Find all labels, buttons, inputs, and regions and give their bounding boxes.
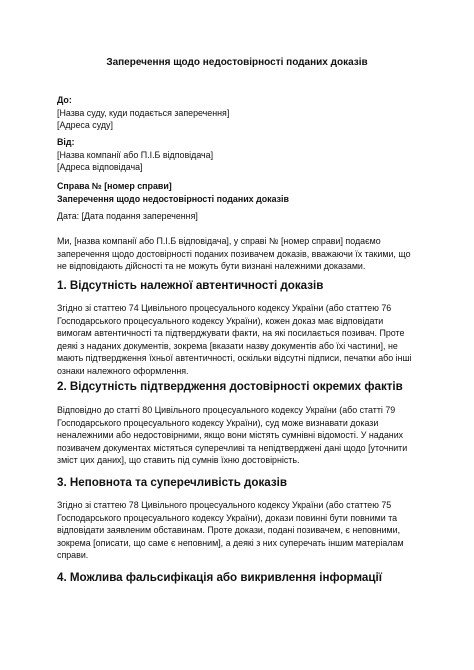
date-line <box>57 210 419 223</box>
court-name: [Назва суду, куди подається заперечення] <box>57 107 230 118</box>
sender-block <box>57 136 419 174</box>
date-text: Дата: [Дата подання заперечення] <box>57 211 198 221</box>
recipient-block <box>57 94 419 132</box>
intro-paragraph: Ми, [назва компанії або П.І.Б відповідача], у справі № [номер справи] подаємо заперечення щодо достовірності поданих позивачем доказів, вважаючи їх такими, що не відповідають дійсності та не можуть бути визнані належними доказами. <box>57 236 411 272</box>
from-label: Від: <box>57 137 75 147</box>
case-subject: Заперечення щодо недостовірності поданих доказів <box>57 193 289 204</box>
document-title: Заперечення щодо недостовірності поданих доказів <box>106 57 368 68</box>
section-3-text: Згідно зі статтею 78 Цивільного процесуального кодексу України (або статтею 75 Господарського процесуального кодексу України), докази повинні бути повними та відповідати заявленим обставинам. Проте докази, подані позивачем, є неповними, зокрема [описати, що саме є неповним], а деякі з них суперечать іншим матеріалам справи. <box>57 500 404 561</box>
defendant-name: [Назва компанії або П.І.Б відповідача] <box>57 149 214 160</box>
court-address: [Адреса суду] <box>57 120 113 131</box>
section-3-heading: 3. Неповнота та суперечливість доказів <box>57 476 287 489</box>
section-1-text: Згідно зі статтею 74 Цивільного процесуального кодексу України (або статтею 76 Господарського процесуального кодексу України), кожен доказ має відповідати вимогам автентичності та підтверджувати факти, на які посилається позивач. Проте деякі з наданих документів, зокрема [вказати назву документів або їхі частини], не мають підтвердження їхньої автентичності, оскільки відсутні підписи, печатки або інші ознаки належного оформлення. <box>57 303 412 376</box>
section-2-heading: 2. Відсутність підтвердження достовірності окремих фактів <box>57 380 403 393</box>
to-label: До: <box>57 95 72 105</box>
case-number: Справа № [номер справи] <box>57 181 172 191</box>
defendant-address: [Адреса відповідача] <box>57 162 143 173</box>
case-block <box>57 180 419 205</box>
section-1-heading: 1. Відсутність належної автентичності доказів <box>57 279 324 292</box>
section-2-text: Відповідно до статті 80 Цивільного процесуального кодексу України (або статті 79 Господарського процесуального кодексу України), суд може визнавати докази неналежними або недостовірними, якщо вони містять сумнівні відомості. У наданих позивачем документах містяться суперечливі та непідтверджені дані щодо [уточнити зміст цих даних], що ставить під сумнів їхню достовірність. <box>57 405 408 466</box>
section-4-heading: 4. Можлива фальсифікація або викривлення інформації <box>57 571 382 584</box>
